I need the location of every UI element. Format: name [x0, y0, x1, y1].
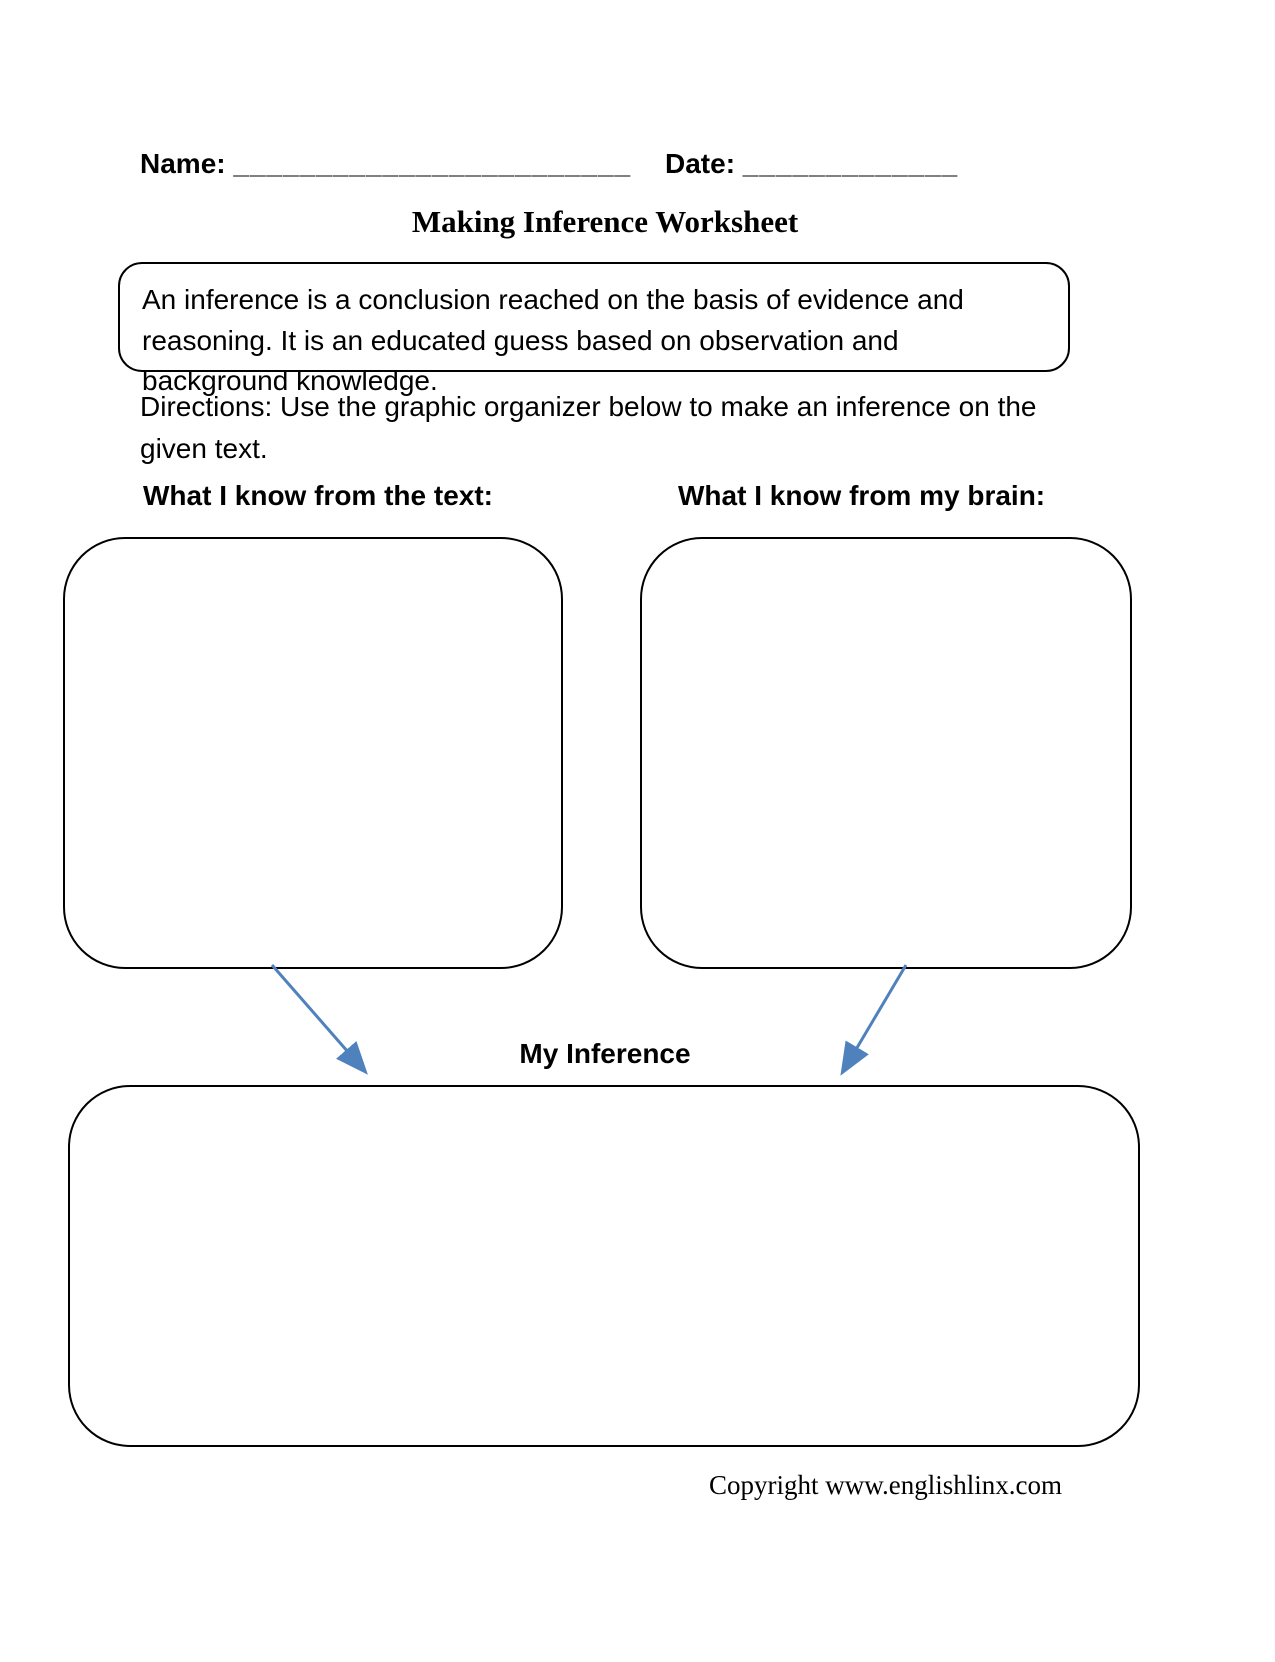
date-field [665, 148, 958, 180]
copyright-text: Copyright www.englishlinx.com [709, 1470, 1062, 1500]
inference-box [68, 1085, 1140, 1447]
text-knowledge-box [63, 537, 563, 969]
name-field [140, 148, 631, 180]
definition-box [118, 262, 1070, 397]
text-column-label: What I know from the text: [143, 480, 493, 511]
page-title: Making Inference Worksheet [411, 204, 799, 239]
brain-knowledge-box [640, 537, 1132, 969]
name-blank-line: ________________________ [233, 148, 632, 179]
definition-text: An inference is a conclusion reached on the basis of evidence and reasoning. It is an educated guess based on observation and background knowledge. [142, 284, 964, 397]
date-label: Date: [665, 148, 736, 179]
name-label: Name: [140, 148, 226, 179]
directions-text: Directions: Use the graphic organizer below to make an inference on the given text. [140, 391, 1037, 464]
date-blank-line: _____________ [742, 148, 959, 179]
brain-column-label: What I know from my brain: [678, 480, 1046, 511]
inference-label: My Inference [519, 1038, 691, 1069]
